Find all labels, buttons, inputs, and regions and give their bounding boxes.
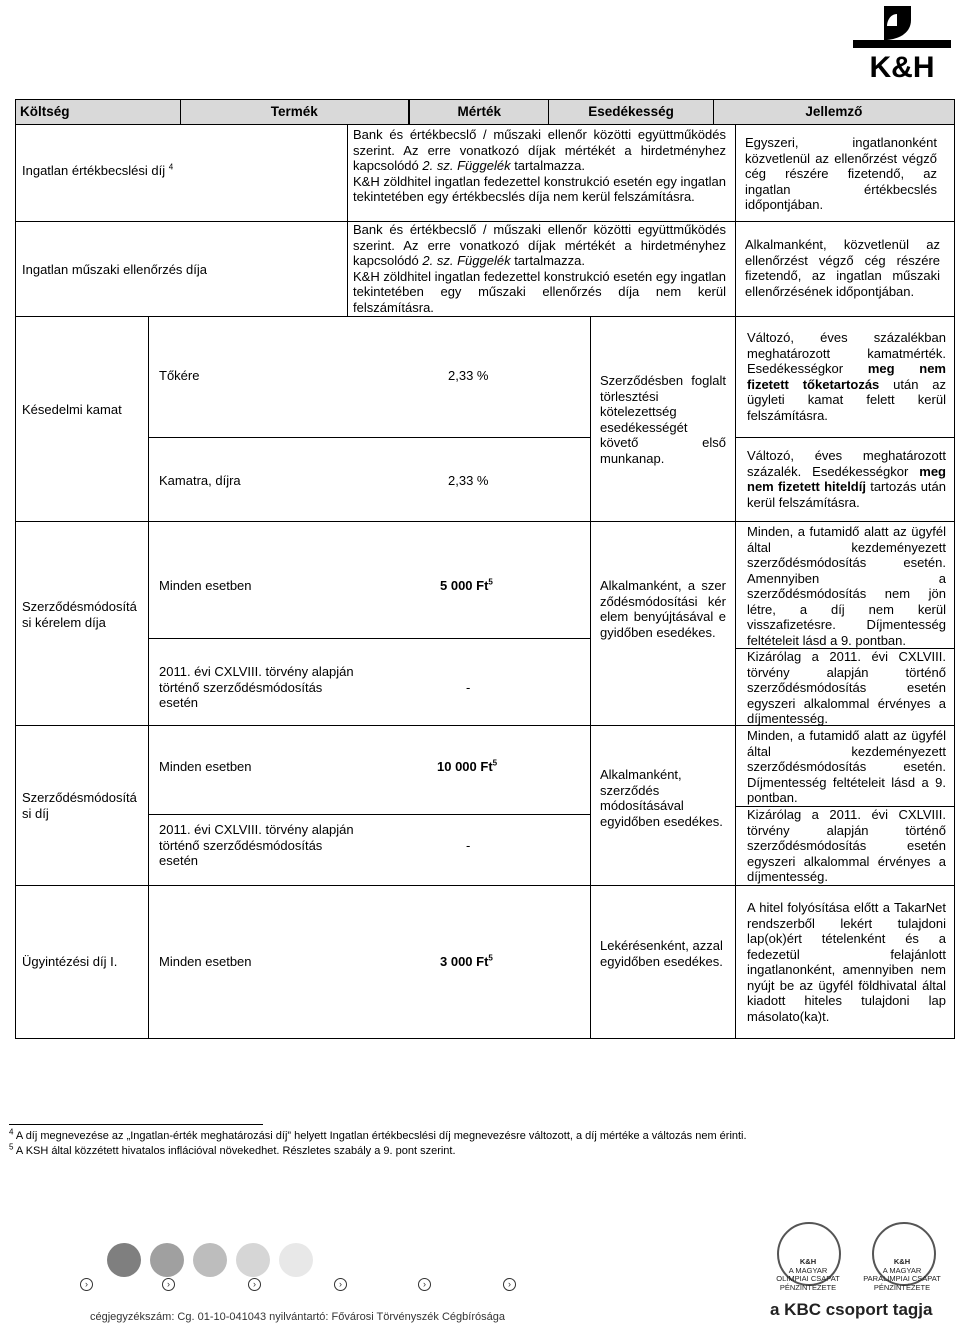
- modfee-due: Alkalmanként, szerződés módosításával egyidőben esedékes.: [600, 767, 723, 829]
- col-header-due: Esedékesség: [549, 100, 714, 125]
- modreq-law-label: 2011. évi CXLVIII. törvény alapján történő szerződésmódosítás esetén: [159, 664, 354, 710]
- fee-table-top: [15, 99, 955, 125]
- col-header-product: Termék: [180, 100, 408, 125]
- admin-due: Lekérésenként, azzal egyidőben esedékes.: [600, 938, 723, 969]
- arrow-right-icon: ›: [418, 1278, 431, 1291]
- arrow-right-icon: ›: [80, 1278, 93, 1291]
- decor-circle-4: [236, 1243, 270, 1277]
- arrow-right-icon: ›: [162, 1278, 175, 1291]
- company-registry: cégjegyzékszám: Cg. 01-10-041043 nyilvántartó: Fővárosi Törvényszék Cégbírósága: [90, 1311, 505, 1323]
- measure-appraisal: Bank és értékbecslő / műszaki ellenőr közötti együttműködés szerint. Az erre vonatkozó díjak mértékét a hirdetményhez kapcsolódó 2. sz. Függelék tartalmazza. K&H zöldhitel ingatlan fedezettel konstrukció esetén egy ingatlan tekintetében egy értékbecslés díja nem kerül felszámításra.: [353, 127, 726, 204]
- admin-all-label: Minden esetben: [159, 954, 252, 969]
- decor-circle-1: [107, 1243, 141, 1277]
- modreq-due: Alkalmanként, a szerződésmódosítási kérelem benyújtásával egyidőben esedékes.: [600, 578, 726, 640]
- admin-feature: A hitel folyósítása előtt a TakarNet rendszerből lekért tulajdoni lap(ok)ért tételenként és a fedezetül felajánlott ingatlanonként, amennyiben nem nyújt be az ügyfél földhivatal által kiadott hiteles tulajdoni lap másolato(ka)t.: [747, 900, 946, 1024]
- late-principal-label: Tőkére: [159, 368, 200, 383]
- cost-technical-inspection: Ingatlan műszaki ellenőrzés díja: [22, 262, 207, 277]
- late-due: Szerződésben foglalt törlesztési kötelezettség esedékességét követő első munkanap.: [600, 373, 726, 466]
- modfee-all-value: 10 000 Ft$^5$: [437, 758, 498, 774]
- kh-logo: [851, 4, 953, 80]
- modreq-all-value: 5 000 Ft$^5$: [440, 577, 493, 593]
- measure-technical-inspection: Bank és értékbecslő / műszaki ellenőr közötti együttműködés szerint. Az erre vonatkozó díjak mértékét a hirdetményhez kapcsolódó 2. sz. Függelék tartalmazza. K&H zöldhitel ingatlan fedezettel konstrukció esetén egy ingatlan tekintetében egy műszaki ellenőrzés díja nem kerül felszámításra.: [353, 222, 726, 315]
- modfee-feature-1: Minden, a futamidő alatt az ügyfél által kezdeményezett szerződésmódosítás esetén. Díjmentesség feltételeit lásd a 9. pontban.: [747, 728, 946, 805]
- footnote-separator: [9, 1124, 263, 1125]
- modfee-feature-2: Kizárólag a 2011. évi CXLVIII. törvény alapján történő szerződésmódosítás esetén egyszeri alkalommal érvényes a díjmentesség.: [747, 807, 946, 884]
- col-header-cost: Költség: [16, 100, 181, 125]
- arrow-right-icon: ›: [334, 1278, 347, 1291]
- feature-technical-inspection: Alkalmanként, közvetlenül az ellenőrzést végző cég részére fizetendő, az ingatlan műszaki ellenőrzésének időpontjában.: [745, 237, 940, 299]
- olympic-emblem-text: K&H A MAGYAR OLIMPIAI CSAPAT PÉNZINTÉZETE: [776, 1257, 840, 1292]
- cost-mod-fee: Szerződésmódosítási díj: [22, 790, 137, 821]
- modreq-all-label: Minden esetben: [159, 578, 252, 593]
- kbc-tagline: a KBC csoport tagja: [770, 1300, 933, 1319]
- modfee-all-label: Minden esetben: [159, 759, 252, 774]
- footnote-4: $^4$ A díj megnevezése az „Ingatlan-érték meghatározási díj” helyett Ingatlan értékbecslési díj megnevezésre változott, a díj mértéke a változás nem érinti.: [9, 1127, 747, 1142]
- cost-mod-request: Szerződésmódosítási kérelem díja: [22, 599, 137, 630]
- decor-circle-5: [279, 1243, 313, 1277]
- late-feature-1: Változó, éves százalékban meghatározott kamatmérték. Esedékességkor meg nem fizetett tőketartozás után az ügyleti kamat felett kerül felszámításra.: [747, 330, 946, 423]
- cost-late-interest: Késedelmi kamat: [22, 402, 122, 417]
- footnote-5: $^5$ A KSH által közzétett hivatalos inflációval növekedhet. Részletes szabály a 9. pont szerint.: [9, 1142, 456, 1157]
- decor-circle-3: [193, 1243, 227, 1277]
- svg-text:K&H: K&H: [869, 51, 935, 80]
- late-interest-label: Kamatra, díjra: [159, 473, 241, 488]
- modfee-law-value: -: [466, 838, 471, 853]
- cost-admin-fee: Ügyintézési díj I.: [22, 954, 118, 969]
- admin-all-value: 3 000 Ft$^5$: [440, 953, 493, 969]
- feature-appraisal: Egyszeri, ingatlanonként közvetlenül az ellenőrzést végző cég részére fizetendő, az ingatlan értékbecslés időpontjában.: [745, 135, 937, 212]
- late-feature-2: Változó, éves meghatározott százalék. Esedékességkor meg nem fizetett hiteldíj tartozás után kerül felszámításra.: [747, 448, 946, 510]
- arrow-right-icon: ›: [503, 1278, 516, 1291]
- modreq-law-value: -: [466, 680, 471, 695]
- modfee-law-label: 2011. évi CXLVIII. törvény alapján történő szerződésmódosítás esetén: [159, 822, 354, 868]
- arrow-right-icon: ›: [248, 1278, 261, 1291]
- decor-circle-2: [150, 1243, 184, 1277]
- modreq-feature-2: Kizárólag a 2011. évi CXLVIII. törvény alapján történő szerződésmódosítás esetén egyszeri alkalommal érvényes a díjmentesség.: [747, 649, 946, 726]
- paralympic-emblem-text: K&H A MAGYAR PARALIMPIAI CSAPAT PÉNZINTÉZETE: [863, 1257, 941, 1292]
- col-header-feature: Jellemző: [713, 100, 954, 125]
- late-interest-value: 2,33 %: [448, 473, 489, 488]
- modreq-feature-1: Minden, a futamidő alatt az ügyfél által kezdeményezett szerződésmódosítás esetén. Amennyiben a szerződésmódosítás nem jön létre, a díj nem kerül visszafizetésre. Díjmentesség feltételeit lásd a 9. pontban.: [747, 524, 946, 648]
- cost-appraisal: Ingatlan értékbecslési díj $^4$: [22, 162, 174, 178]
- col-header-measure: Mérték: [410, 100, 549, 125]
- late-principal-value: 2,33 %: [448, 368, 489, 383]
